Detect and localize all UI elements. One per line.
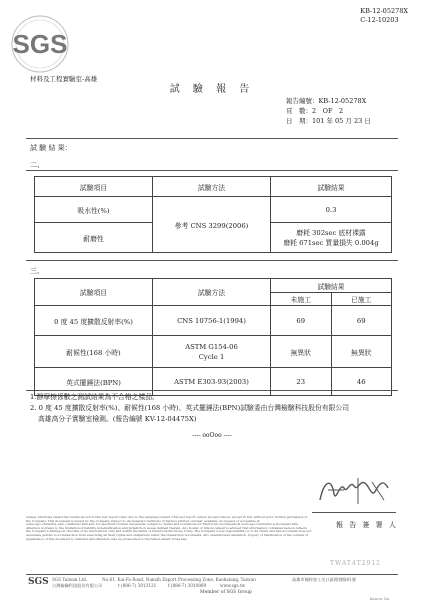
- logo-text: SGS: [12, 29, 68, 59]
- cell-treated: 69: [331, 306, 392, 336]
- method-line: Cycle 1: [198, 352, 225, 361]
- stamp-number: TWAT4T2912: [330, 560, 381, 567]
- footer-tel: t (886-7) 3013121: [118, 583, 157, 588]
- method-line: ASTM G154-06: [185, 342, 238, 351]
- note-2: 2. 0 度 45 度擴散反射率(%)、耐候性(168 小時)、英式擺錘法(BPN)試驗委由台灣檢驗科技股份有限公司: [30, 404, 350, 412]
- table-row: [35, 197, 392, 223]
- col-header-result: 試驗結果: [271, 279, 392, 293]
- sgs-logo: [6, 14, 74, 76]
- top-ref-1: KB-12-05278X: [360, 7, 408, 15]
- page-value: 2 OF 2: [312, 107, 344, 115]
- cell-untreated: 23: [271, 368, 332, 396]
- divider: [26, 390, 398, 391]
- col-header-result: 試驗結果: [271, 177, 392, 197]
- signature-line: [312, 512, 396, 513]
- footer-logo: SGS: [28, 577, 49, 587]
- stamp-small: kaoou_liu: [370, 596, 390, 600]
- footer-address-zh: 高雄市楠梓加工出口區開發路61號: [292, 577, 356, 582]
- cell-item: 吸水性(%): [35, 197, 153, 223]
- col-header-method: 試驗方法: [153, 279, 271, 306]
- footer-address-en: No.61, Kai-Fa Road, Nanzih Export Processing Zone, Kaohsiung, Taiwan: [102, 577, 256, 582]
- section-3-table: [34, 278, 392, 396]
- col-header-item: 試驗項目: [35, 279, 153, 306]
- report-title: 試 驗 報 告: [169, 84, 255, 95]
- page-label: 頁 數：: [286, 107, 312, 115]
- cell-item: 英式擺錘法(BPN): [35, 368, 153, 396]
- footer-company-zh: 台灣檢驗科技股份有限公司: [52, 583, 103, 588]
- note-1: 1.靜摩擦係數之測試結果為不合格之樣品。: [30, 393, 159, 401]
- table-row: [35, 336, 392, 368]
- result-line: 磨耗 671sec 質量損失 0.004g: [283, 238, 379, 247]
- cell-method-multi: [153, 336, 271, 368]
- cell-result-multi: [271, 223, 392, 253]
- results-heading: 試 驗 結 果：: [30, 144, 72, 152]
- cell-untreated: 69: [271, 306, 332, 336]
- section-2-table: [34, 176, 392, 253]
- cell-treated: 無異狀: [331, 336, 392, 368]
- top-ref-2: C-12-10203: [360, 16, 399, 24]
- footer-fax: f (886-7) 3010869: [168, 583, 207, 588]
- signature-label: 報 告 簽 署 人: [336, 521, 398, 529]
- report-meta: [286, 96, 371, 126]
- date-value: 101 年 05 月 23 日: [312, 117, 371, 125]
- sub-header-treated: 已施工: [331, 293, 392, 306]
- notes: [30, 392, 349, 425]
- cell-method: ASTM E303-93(2003): [153, 368, 271, 396]
- lab-name: 材料及工程實驗室-高雄: [30, 75, 98, 83]
- end-mark: ---- ooOoo ----: [192, 432, 232, 439]
- cell-untreated: 無異狀: [271, 336, 332, 368]
- fine-print: Unless otherwise stated the results shown in this test report refer only to the sample(s) tested. This test report cannot be reproduced, except in full, without prior written permission of the Company. This document is issued by the Company subject to its General Conditions of Service printed overleaf, available on request or accessible at www.sgs.com/terms_and_conditions.htm and, for electronic format documents, subject to Terms and Conditions for Electronic Documents at www.sgs.com/terms-e-document.htm. Attention is drawn to the limitation of liability, indemnification and jurisdiction issues defined therein. Any holder of this document is advised that information contained hereon reflects the Company's findings at the time of its intervention only and within the limits of Client's instructions, if any. The Company's sole responsibility is to its Client and this document does not exonerate parties to a transaction from exercising all their rights and obligations under the transaction documents. Any unauthorized alteration, forgery or falsification of the content or appearance of this document is unlawful and offenders may be prosecuted to the fullest extent of the law.: [26, 516, 312, 541]
- note-3: 高雄高分子實驗室檢測。(報告編號 KV-12-04475X): [38, 415, 197, 423]
- divider: [26, 138, 398, 139]
- cell-method: CNS 10756-1(1994): [153, 306, 271, 336]
- date-label: 日 期：: [286, 117, 312, 125]
- col-header-item: 試驗項目: [35, 177, 153, 197]
- top-reference: [360, 7, 408, 25]
- sub-header-untreated: 未施工: [271, 293, 332, 306]
- footer-web: www.sgs.tw: [220, 583, 246, 588]
- footer-divider: [26, 574, 398, 575]
- cell-treated: 46: [331, 368, 392, 396]
- cell-result: 0.3: [271, 197, 392, 223]
- result-line: 磨耗 302sec 底材裸露: [296, 228, 366, 237]
- cell-item: 耐磨性: [35, 223, 153, 253]
- report-no-label: 報告編號：: [286, 97, 319, 105]
- table-row: [35, 306, 392, 336]
- col-header-method: 試驗方法: [153, 177, 271, 197]
- section-3-label: 三、: [30, 267, 44, 275]
- divider: [26, 260, 398, 261]
- signature: [314, 470, 394, 510]
- cell-item: 0 度 45 度擴散反射率(%): [35, 306, 153, 336]
- divider: [26, 170, 398, 171]
- report-no: KB-12-05278X: [318, 97, 367, 105]
- footer-company-en: SGS Taiwan Ltd.: [52, 577, 88, 582]
- cell-item: 耐候性(168 小時): [35, 336, 153, 368]
- section-2-label: 二、: [30, 161, 44, 169]
- cell-method: 參考 CNS 3299(2006): [153, 197, 271, 253]
- footer-member: Member of SGS Group: [200, 590, 252, 595]
